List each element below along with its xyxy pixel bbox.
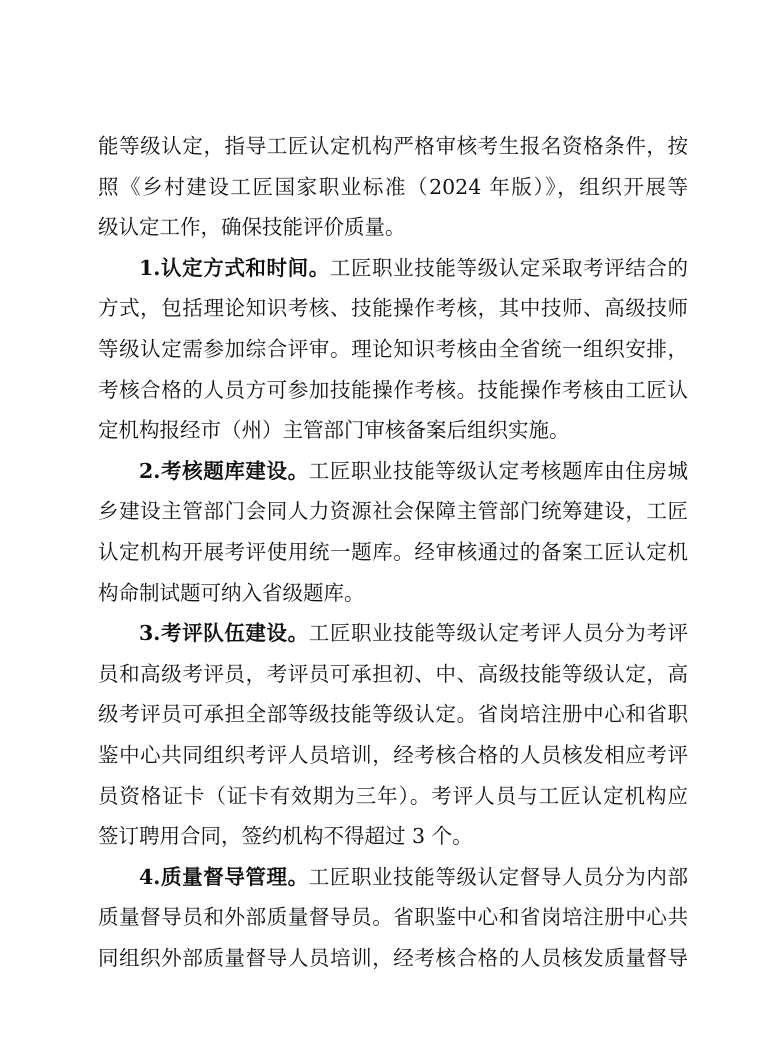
text-line: 鉴中心共同组织考评人员培训，经考核合格的人员核发相应考评 — [98, 742, 688, 767]
text-line — [98, 451, 688, 492]
section-text: 工匠职业技能等级认定采取考评结合的 — [329, 255, 689, 280]
section-text: 工匠职业技能等级认定督导人员分为内部 — [308, 864, 688, 889]
text-line: 同组织外部质量督导人员培训，经考核合格的人员核发质量督导 — [98, 945, 688, 970]
text-line: 等级认定需参加综合评审。理论知识考核由全省统一组织安排， — [98, 336, 688, 361]
section-4-paragraph — [98, 857, 688, 979]
intro-paragraph — [98, 126, 688, 248]
text-line: 员资格证卡（证卡有效期为三年）。考评人员与工匠认定机构应 — [98, 783, 688, 808]
document-page — [98, 126, 688, 978]
section-text: 工匠职业技能等级认定考评人员分为考评 — [308, 621, 688, 646]
text-line: 构命制试题可纳入省级题库。 — [98, 580, 365, 605]
section-heading: 3.考评队伍建设。 — [139, 621, 309, 646]
text-line: 认定机构开展考评使用统一题库。经审核通过的备案工匠认定机 — [98, 539, 688, 564]
text-line: 质量督导员和外部质量督导员。省职鉴中心和省岗培注册中心共 — [98, 905, 688, 930]
section-2-paragraph — [98, 451, 688, 613]
text-line: 照《乡村建设工匠国家职业标准（2024 年版）》，组织开展等 — [98, 174, 688, 199]
text-line — [98, 613, 688, 654]
text-line: 签订聘用合同，签约机构不得超过 3 个。 — [98, 824, 473, 849]
text-line: 员和高级考评员，考评员可承担初、中、高级技能等级认定，高 — [98, 661, 688, 686]
text-line — [98, 248, 688, 289]
text-line: 方式，包括理论知识考核、技能操作考核，其中技师、高级技师 — [98, 296, 688, 321]
section-text: 工匠职业技能等级认定考核题库由住房城 — [308, 458, 688, 483]
text-line: 定机构报经市（州）主管部门审核备案后组织实施。 — [98, 418, 570, 443]
text-line: 级认定工作，确保技能评价质量。 — [98, 215, 406, 240]
text-line: 考核合格的人员方可参加技能操作考核。技能操作考核由工匠认 — [98, 377, 688, 402]
text-line — [98, 857, 688, 898]
text-line: 能等级认定，指导工匠认定机构严格审核考生报名资格条件，按 — [98, 134, 688, 158]
section-heading: 1.认定方式和时间。 — [139, 255, 330, 280]
text-line: 乡建设主管部门会同人力资源社会保障主管部门统筹建设，工匠 — [98, 499, 688, 524]
section-1-paragraph — [98, 248, 688, 451]
section-heading: 2.考核题库建设。 — [139, 458, 309, 483]
section-heading: 4.质量督导管理。 — [139, 864, 309, 889]
text-line: 级考评员可承担全部等级技能等级认定。省岗培注册中心和省职 — [98, 702, 688, 727]
section-3-paragraph — [98, 613, 688, 857]
